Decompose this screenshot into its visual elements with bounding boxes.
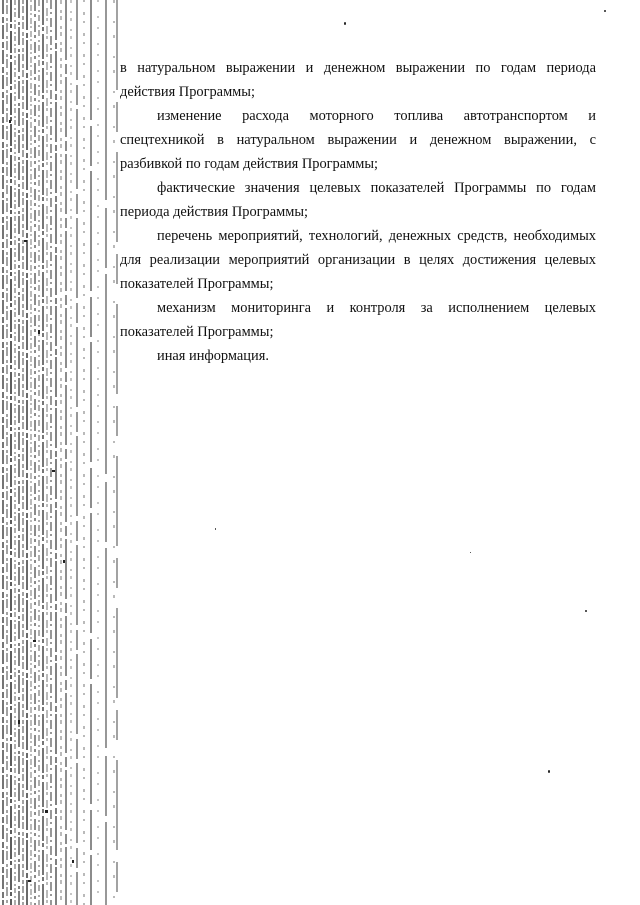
scan-speck <box>215 528 216 530</box>
paragraph-target-values: фактические значения целевых показателей Программы по годам периода действия Программы; <box>120 180 596 220</box>
scan-speck <box>548 770 550 773</box>
scan-speck <box>604 10 606 12</box>
paragraph-other-info: иная информация. <box>157 348 269 364</box>
scan-speck <box>470 552 471 553</box>
paragraph-measures-list: перечень мероприятий, технологий, денежных средств, необходимых для реализации мероприятий организации в целях достижения целевых показателей Программы; <box>120 228 596 292</box>
paragraph-monitoring: механизм мониторинга и контроля за исполнением целевых показателей Программы; <box>120 300 596 340</box>
paragraph-continuation: в натуральном выражении и денежном выражении по годам периода действия Программы; <box>120 60 596 100</box>
scan-speck <box>585 610 587 612</box>
paragraph-fuel-change: изменение расхода моторного топлива автотранспортом и спецтехникой в натуральном выражении и денежном выражении, с разбивкой по годам действия Программы; <box>120 108 596 172</box>
document-body <box>120 56 596 368</box>
scan-speck <box>344 22 346 25</box>
scan-edge-artifact <box>0 0 120 905</box>
